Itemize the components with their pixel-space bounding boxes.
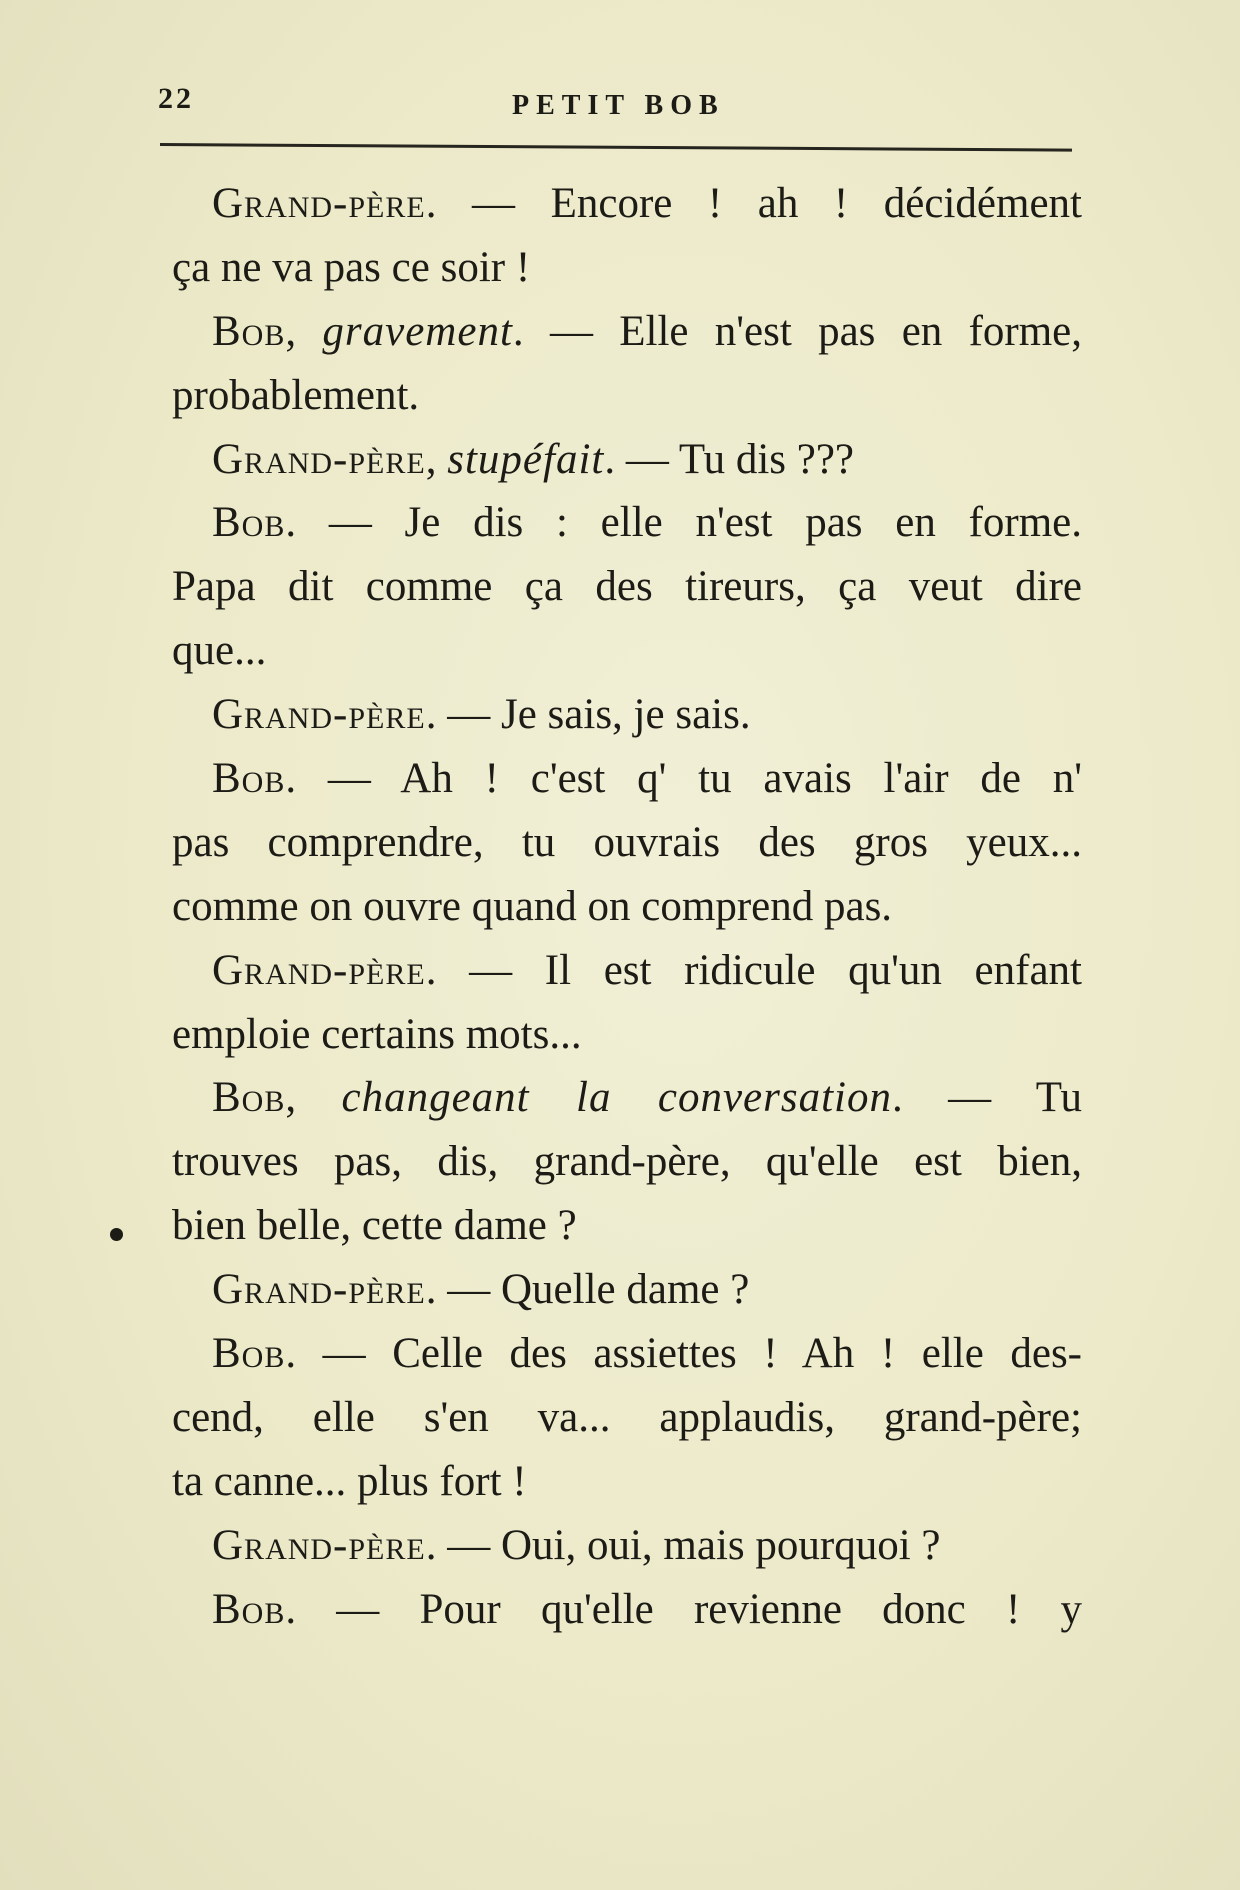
page-number: 22 — [158, 82, 194, 115]
dialogue-line: bien belle, cette dame ? — [172, 1202, 577, 1250]
line-text: . — Elle n'est pas en forme, — [512, 307, 1082, 355]
dialogue-line: emploie certains mots... — [172, 1010, 582, 1058]
speaker-name: Grand-père — [212, 180, 426, 227]
dialogue-line: que... — [172, 627, 267, 675]
dialogue-line: trouves pas, dis, grand-père, qu'elle est bien, — [172, 1138, 1082, 1186]
line-text: . — Il est ridicule qu'un enfant — [425, 946, 1082, 994]
stage-direction: gravement — [322, 307, 513, 355]
line-text: . — Celle des assiettes ! Ah ! elle des- — [285, 1330, 1082, 1378]
line-text: . — Quelle dame ? — [425, 1266, 750, 1314]
header-rule — [160, 143, 1072, 152]
speaker-name: Grand-père — [212, 946, 426, 994]
dialogue-line — [172, 683, 1082, 747]
dialogue-line — [172, 1322, 1082, 1386]
speaker-name: Bob — [212, 1585, 286, 1633]
dialogue-line — [172, 1578, 1082, 1642]
stage-direction: stupéfait — [447, 435, 605, 483]
speaker-name: Grand-père — [212, 1266, 426, 1314]
line-text: . — Tu — [892, 1074, 1083, 1122]
speaker-name: Grand-père — [212, 1521, 426, 1569]
line-text: , — [425, 435, 448, 483]
line-text: , — [285, 1074, 342, 1122]
dialogue-line: comme on ouvre quand on comprend pas. — [172, 882, 893, 930]
margin-dot-mark — [110, 1228, 123, 1241]
dialogue-line: pas comprendre, tu ouvrais des gros yeux... — [172, 818, 1082, 866]
speaker-name: Bob — [212, 307, 286, 355]
dialogue-line — [172, 428, 1082, 492]
running-title: PETIT BOB — [512, 90, 725, 121]
line-text: . — Oui, oui, mais pourquoi ? — [425, 1521, 941, 1569]
dialogue-line — [172, 172, 1082, 236]
line-text: . — Encore ! ah ! décidément — [425, 180, 1082, 227]
stage-direction: changeant la conversation — [341, 1074, 892, 1122]
speaker-name: Bob — [212, 1330, 286, 1378]
dialogue-line: probablement. — [172, 371, 420, 419]
dialogue-line — [172, 491, 1082, 555]
speaker-name: Grand-père — [212, 435, 426, 483]
speaker-name: Bob — [212, 755, 286, 803]
line-text: . — Pour qu'elle revienne donc ! y — [285, 1585, 1082, 1633]
dialogue-line — [172, 1066, 1082, 1130]
speaker-name: Bob — [212, 499, 286, 547]
dialogue-line — [172, 1514, 1082, 1578]
speaker-name: Bob — [212, 1074, 286, 1122]
dialogue-line — [172, 939, 1082, 1003]
line-text: , — [285, 307, 323, 355]
dialogue-line: Papa dit comme ça des tireurs, ça veut dire — [172, 563, 1082, 611]
dialogue-line — [172, 300, 1082, 364]
dialogue-line: cend, elle s'en va... applaudis, grand-père; — [172, 1393, 1082, 1441]
speaker-name: Grand-père — [212, 691, 426, 739]
dialogue-line — [172, 747, 1082, 811]
line-text: . — Ah ! c'est q' tu avais l'air de n' — [285, 755, 1082, 803]
dialogue-line: ça ne va pas ce soir ! — [172, 243, 531, 291]
line-text: . — Je sais, je sais. — [425, 691, 751, 739]
line-text: . — Je dis : elle n'est pas en forme. — [285, 499, 1082, 547]
dialogue-text — [172, 172, 1082, 1641]
line-text: . — Tu dis ??? — [604, 435, 855, 483]
dialogue-line: ta canne... plus fort ! — [172, 1457, 527, 1505]
dialogue-line — [172, 1258, 1082, 1322]
